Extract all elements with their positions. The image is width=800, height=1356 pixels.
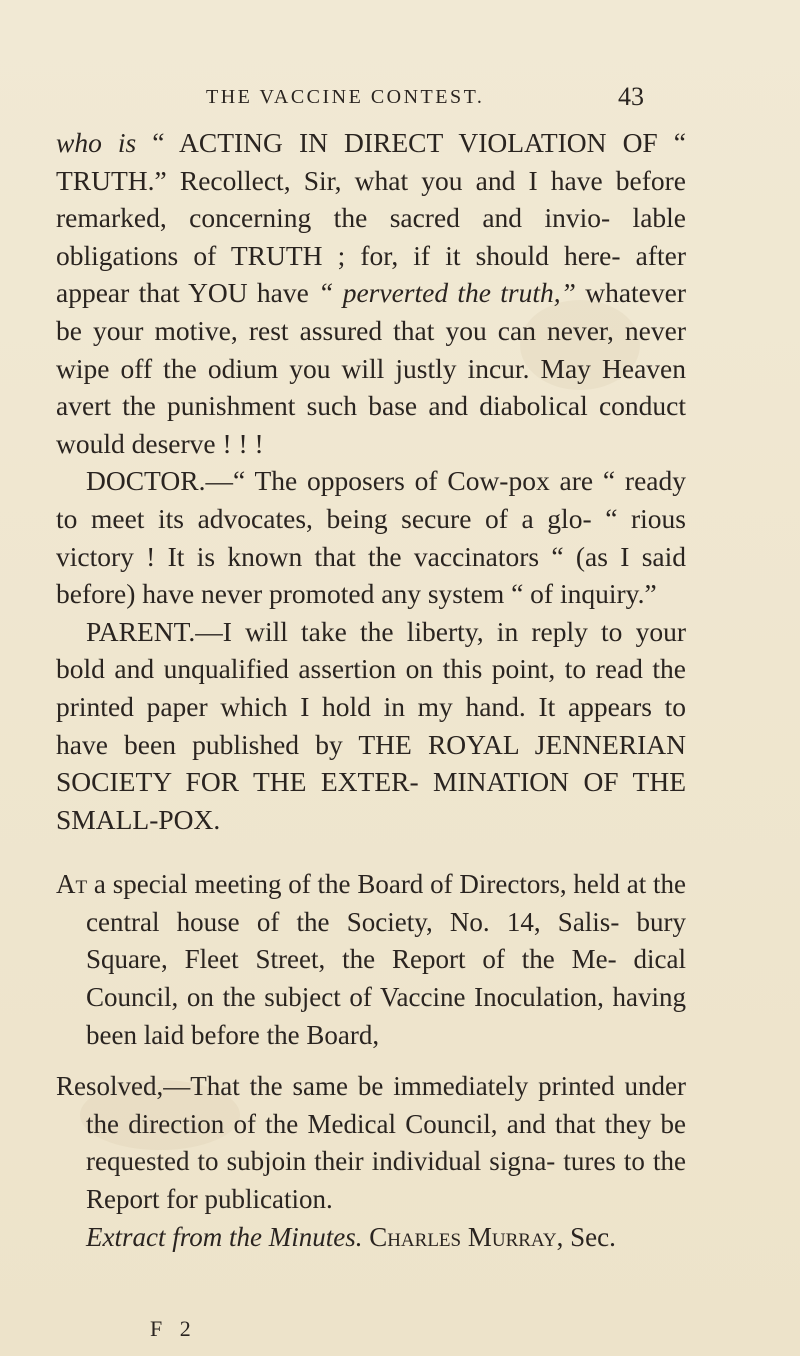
paragraph-violation: [56, 124, 686, 462]
paragraph-text: “ ACTING IN DIRECT VIOLATION OF “ TRUTH.” Recollect, Sir, what you and I have before remarked, concerning the sacred and invio- lable obligations of TRUTH ; for, if it should here- after appear that YOU have: [56, 127, 686, 309]
paragraph-parent: [56, 613, 686, 839]
minutes-signature: [56, 1219, 686, 1257]
running-title: THE VACCINE CONTEST.: [206, 86, 485, 108]
paragraph-resolved: [56, 1068, 686, 1218]
section-gap: [56, 1054, 686, 1068]
page-header: [0, 82, 800, 122]
speaker-label-parent: PARENT.: [86, 615, 196, 647]
paragraph-doctor: [56, 462, 686, 612]
secretary-name: Charles Murray: [369, 1221, 557, 1252]
extract-label: Extract from the Minutes.: [86, 1221, 363, 1252]
section-gap: [56, 838, 686, 866]
paragraph-text: whatever be your motive, rest assured that you can never, never wipe off the odium you will justly incur. May Heaven avert the punishment such base and diabolical conduct would deserve ! ! !: [56, 277, 686, 459]
page-number: 43: [618, 82, 644, 111]
speaker-label-doctor: DOCTOR.: [86, 465, 206, 497]
body-text: [56, 124, 686, 1256]
paragraph-meeting: [56, 866, 686, 1054]
paragraph-lead: At: [56, 869, 88, 900]
doctor-speech: —“ The opposers of Cow-pox are “ ready to meet its advocates, being secure of a glo- “ rious victory ! It is known that the vaccinators “ (as I said before) have never promoted any system “ of inquiry.”: [56, 465, 686, 610]
paragraph-lead: who is: [56, 127, 137, 158]
italic-quote: “ perverted the truth,”: [318, 277, 576, 309]
resolved-text: Resolved,—That the same be immediately printed under the direction of the Medical Council, and that they be requested to subjoin their individual signa- tures to the Report for publication.: [56, 1071, 686, 1215]
secretary-suffix: , Sec.: [556, 1221, 616, 1252]
parent-speech: —I will take the liberty, in reply to your bold and unqualified assertion on this point, to read the printed paper which I hold in my hand. It appears to have been published by THE ROYAL JENNERIAN SOCIETY FOR THE EXTER- MINATION OF THE SMALL-POX.: [56, 615, 686, 835]
meeting-text: a special meeting of the Board of Directors, held at the central house of the Society, No. 14, Salis- bury Square, Fleet Street, the Report of the Me- dical Council, on the subject of Vaccine Inoculation, having been laid before the Board,: [86, 869, 686, 1050]
signature-mark: F 2: [150, 1316, 197, 1341]
